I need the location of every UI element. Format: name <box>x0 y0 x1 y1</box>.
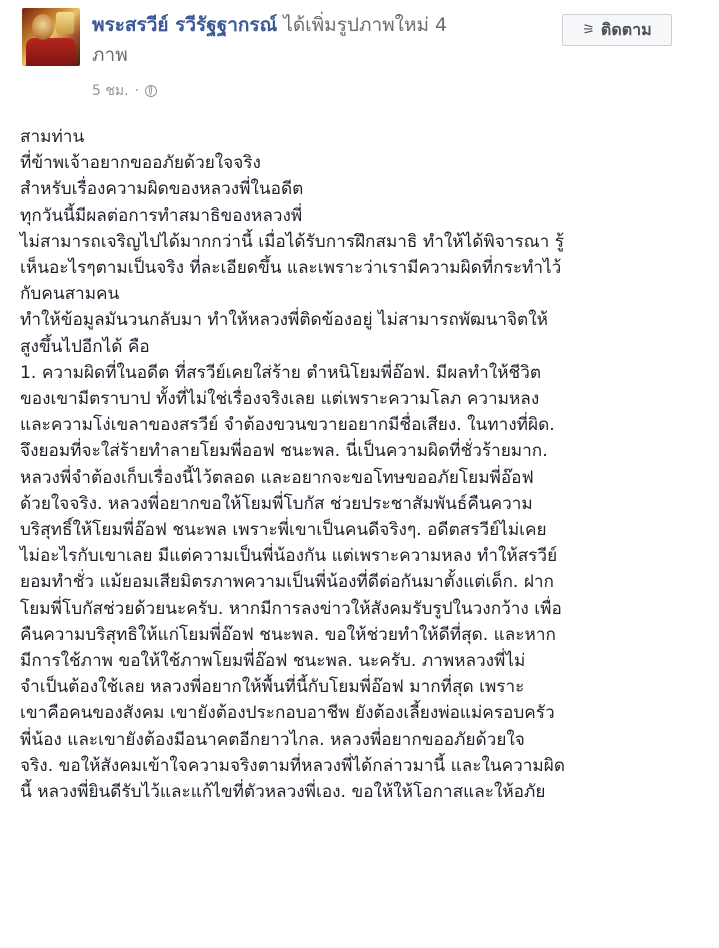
post-text-line: โยมพี่โบกัสช่วยด้วยนะครับ. หากมีการลงข่าวให้สังคมรับรูปในวงกว้าง เพื่อ <box>20 598 562 619</box>
post-text-line: สูงขึ้นไปอีกได้ คือ <box>20 336 150 357</box>
meta-separator: · <box>134 83 139 99</box>
avatar-ornament-shape <box>56 12 74 34</box>
post-text-line: ด้วยใจจริง. หลวงพี่อยากขอให้โยมพี่โบกัส ช่วยประชาสัมพันธ์คืนความ <box>20 493 533 514</box>
author-line <box>92 10 532 70</box>
post-text-line: พี่น้อง และเขายังต้องมีอนาคตอีกยาวไกล. หลวงพี่อยากขออภัยด้วยใจ <box>20 729 525 750</box>
follow-button-label: ติดตาม <box>600 19 652 39</box>
post-meta <box>92 80 157 102</box>
action-text-continued: ภาพ <box>92 44 128 66</box>
post-text-line: ทุกวันนี้มีผลต่อการทำสมาธิของหลวงพี่ <box>20 205 303 226</box>
post-text-line: มีการใช้ภาพ ขอให้ใช้ภาพโยมพี่อ๊อฟ ชนะพล. นะครับ. ภาพหลวงพี่ไม่ <box>20 651 526 672</box>
follow-button[interactable] <box>562 14 672 46</box>
post-text-line: จริง. ขอให้สังคมเข้าใจความจริงตามที่หลวงพี่ได้กล่าวมานี้ และในความผิด <box>20 755 565 776</box>
post-text-line: หลวงพี่จำต้องเก็บเรื่องนี้ไว้ตลอด และอยากจะขอโทษขออภัยโยมพี่อ๊อฟ <box>20 467 534 488</box>
post-text-line: ของเขามีตราบาป ทั้งที่ไม่ใช่เรื่องจริงเลย แต่เพราะความโลภ ความหลง <box>20 389 540 410</box>
author-avatar[interactable] <box>22 8 80 66</box>
post-text-line: เขาคือคนของสังคม เขายังต้องประกอบอาชีพ ยังต้องเลี้ยงพ่อแม่ครอบครัว <box>20 703 555 724</box>
post-text-line: ที่ข้าพเจ้าอยากขออภัยด้วยใจจริง <box>20 153 261 174</box>
post-text-line: ไม่อะไรกับเขาเลย มีแต่ความเป็นพี่น้องกัน แต่เพราะความหลง ทำให้สรวีย์ <box>20 546 558 567</box>
post-text-line: สำหรับเรื่องความผิดของหลวงพี่ในอดีต <box>20 179 304 200</box>
post-text-line: คืนความบริสุทธิให้แก่โยมพี่อ๊อฟ ชนะพล. ขอให้ช่วยทำให้ดีที่สุด. และหาก <box>20 624 556 645</box>
avatar-robe-shape <box>26 38 76 66</box>
post-timestamp[interactable]: 5 ชม. <box>92 83 129 99</box>
post-text-line: นี้ หลวงพี่ยินดีรับไว้และแก้ไขที่ตัวหลวงพี่เอง. ขอให้ให้โอกาสและให้อภัย <box>20 782 546 803</box>
post-body <box>20 124 700 805</box>
action-text: ได้เพิ่มรูปภาพใหม่ 4 <box>283 14 448 36</box>
post-text-line: 1. ความผิดที่ในอดีต ที่สรวีย์เคยใส่ร้าย ตำหนิโยมพี่อ๊อฟ. มีผลทำให้ชีวิต <box>20 362 542 383</box>
avatar-face-shape <box>32 14 54 40</box>
post-text-line: จึงยอมที่จะใส่ร้ายทำลายโยมพี่ออฟ ชนะพล. นี่เป็นความผิดที่ชั่วร้ายมาก. <box>20 441 548 462</box>
post-text-line: เห็นอะไรๆตามเป็นจริง ที่ละเอียดขึ้น และเพราะว่าเรามีความผิดที่กระทำไว้ <box>20 258 562 279</box>
post-text-line: กับคนสามคน <box>20 284 120 305</box>
post-text-line: ไม่สามารถเจริญไปได้มากกว่านี้ เมื่อได้รับการฝึกสมาธิ ทำให้ได้พิจารณา รู้ <box>20 231 564 252</box>
rss-icon: ⚞ <box>582 22 595 38</box>
author-name-link[interactable]: พระสรวีย์ รวีรัฐฐากรณ์ <box>92 14 278 36</box>
post-text-line: บริสุทธิ์ให้โยมพี่อ๊อฟ ชนะพล เพราะพี่เขาเป็นคนดีจริงๆ. อดีตสรวีย์ไม่เคย <box>20 520 547 541</box>
post-text-line: และความโง่เขลาของสรวีย์ จำต้องขวนขวายอยากมีชื่อเสียง. ในทางที่ผิด. <box>20 415 555 436</box>
post-text-line: สามท่าน <box>20 127 85 147</box>
post-header <box>92 10 532 70</box>
post-text-line: จำเป็นต้องใช้เลย หลวงพี่อยากให้พื้นที่นี้กับโยมพี่อ๊อฟ มากที่สุด เพราะ <box>20 677 525 698</box>
post-text-line: ทำให้ข้อมูลมันวนกลับมา ทำให้หลวงพี่ติดข้องอยู่ ไม่สามารถพัฒนาจิตให้ <box>20 310 548 331</box>
globe-icon[interactable] <box>145 85 157 97</box>
post-text-line: ยอมทำชั่ว แม้ยอมเสียมิตรภาพความเป็นพี่น้องที่ดีต่อกันมาตั้งแต่เด็ก. ฝาก <box>20 572 554 593</box>
